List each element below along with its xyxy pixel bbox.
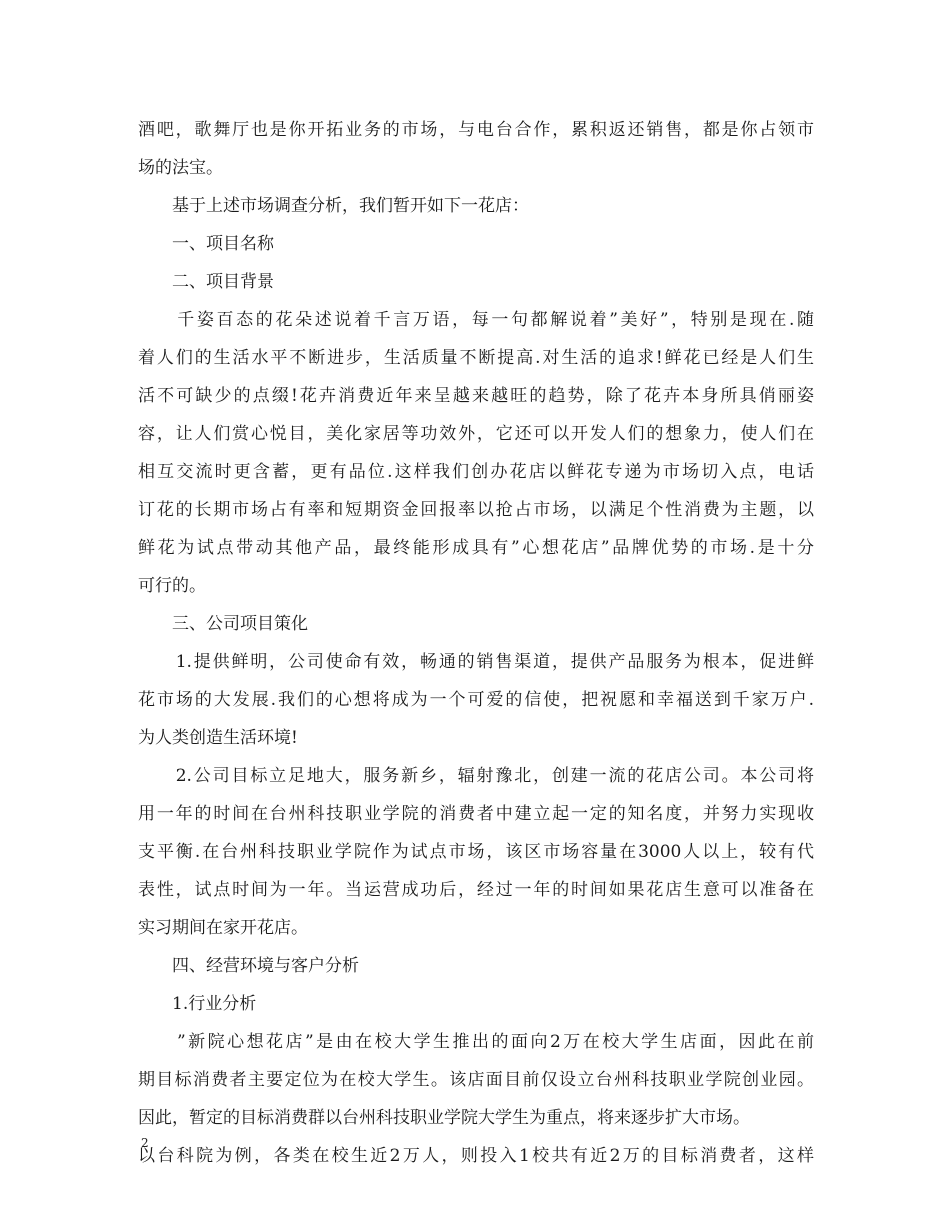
text-line: 支平衡.在台州科技职业学院作为试点市场，该区市场容量在3000人以上，较有代: [138, 842, 814, 862]
text-line: 用一年的时间在台州科技职业学院的消费者中建立起一定的知名度，并努力实现收: [138, 804, 814, 824]
text-line: 为人类创造生活环境!: [138, 728, 298, 748]
text-line: 容，让人们赏心悦目，美化家居等功效外，它还可以开发人们的想象力，使人们在: [138, 424, 814, 444]
page-number: 2: [141, 1136, 149, 1150]
section-heading: 四、经营环境与客户分析: [138, 956, 359, 976]
text-line: 场的法宝。: [138, 158, 223, 178]
text-line: 花市场的大发展.我们的心想将成为一个可爱的信使，把祝愿和幸福送到千家万户.: [138, 690, 814, 710]
text-line: 实习期间在家开花店。: [138, 918, 308, 938]
body-text: [138, 111, 814, 1175]
text-line: 2.公司目标立足地大，服务新乡，辐射豫北，创建一流的花店公司。本公司将: [138, 766, 814, 786]
text-line: 着人们的生活水平不断进步，生活质量不断提高.对生活的追求!鲜花已经是人们生: [138, 348, 814, 368]
section-heading: 三、公司项目策化: [138, 614, 308, 634]
text-line: 期目标消费者主要定位为在校大学生。该店面目前仅设立台州科技职业学院创业园。: [138, 1070, 814, 1090]
section-heading: 二、项目背景: [138, 272, 274, 292]
text-line: 鲜花为试点带动其他产品，最终能形成具有”心想花店”品牌优势的市场.是十分: [138, 538, 814, 558]
text-line: 基于上述市场调查分析，我们暂开如下一花店：: [138, 196, 529, 216]
text-line: 因此，暂定的目标消费群以台州科技职业学院大学生为重点，将来逐步扩大市场。: [138, 1108, 750, 1128]
text-line: 订花的长期市场占有率和短期资金回报率以抢占市场，以满足个性消费为主题，以: [138, 500, 814, 520]
text-line: 表性，试点时间为一年。当运营成功后，经过一年的时间如果花店生意可以准备在: [138, 880, 814, 900]
text-line: 千姿百态的花朵述说着千言万语，每一句都解说着”美好”，特别是现在.随: [138, 310, 814, 330]
text-line: 活不可缺少的点缀!花卉消费近年来呈越来越旺的趋势，除了花卉本身所具俏丽姿: [138, 386, 814, 406]
subsection-heading: 1.行业分析: [138, 994, 257, 1014]
text-line: 以台科院为例，各类在校生近2万人，则投入1校共有近2万的目标消费者，这样: [138, 1146, 814, 1166]
text-line: 可行的。: [138, 576, 206, 596]
text-line: 相互交流时更含蓄，更有品位.这样我们创办花店以鲜花专递为市场切入点，电话: [138, 462, 814, 482]
text-line: 1.提供鲜明，公司使命有效，畅通的销售渠道，提供产品服务为根本，促进鲜: [138, 652, 814, 672]
section-heading: 一、项目名称: [138, 234, 274, 254]
text-line: ”新院心想花店”是由在校大学生推出的面向2万在校大学生店面，因此在前: [138, 1032, 814, 1052]
text-line: 酒吧，歌舞厅也是你开拓业务的市场，与电台合作，累积返还销售，都是你占领市: [138, 120, 814, 140]
